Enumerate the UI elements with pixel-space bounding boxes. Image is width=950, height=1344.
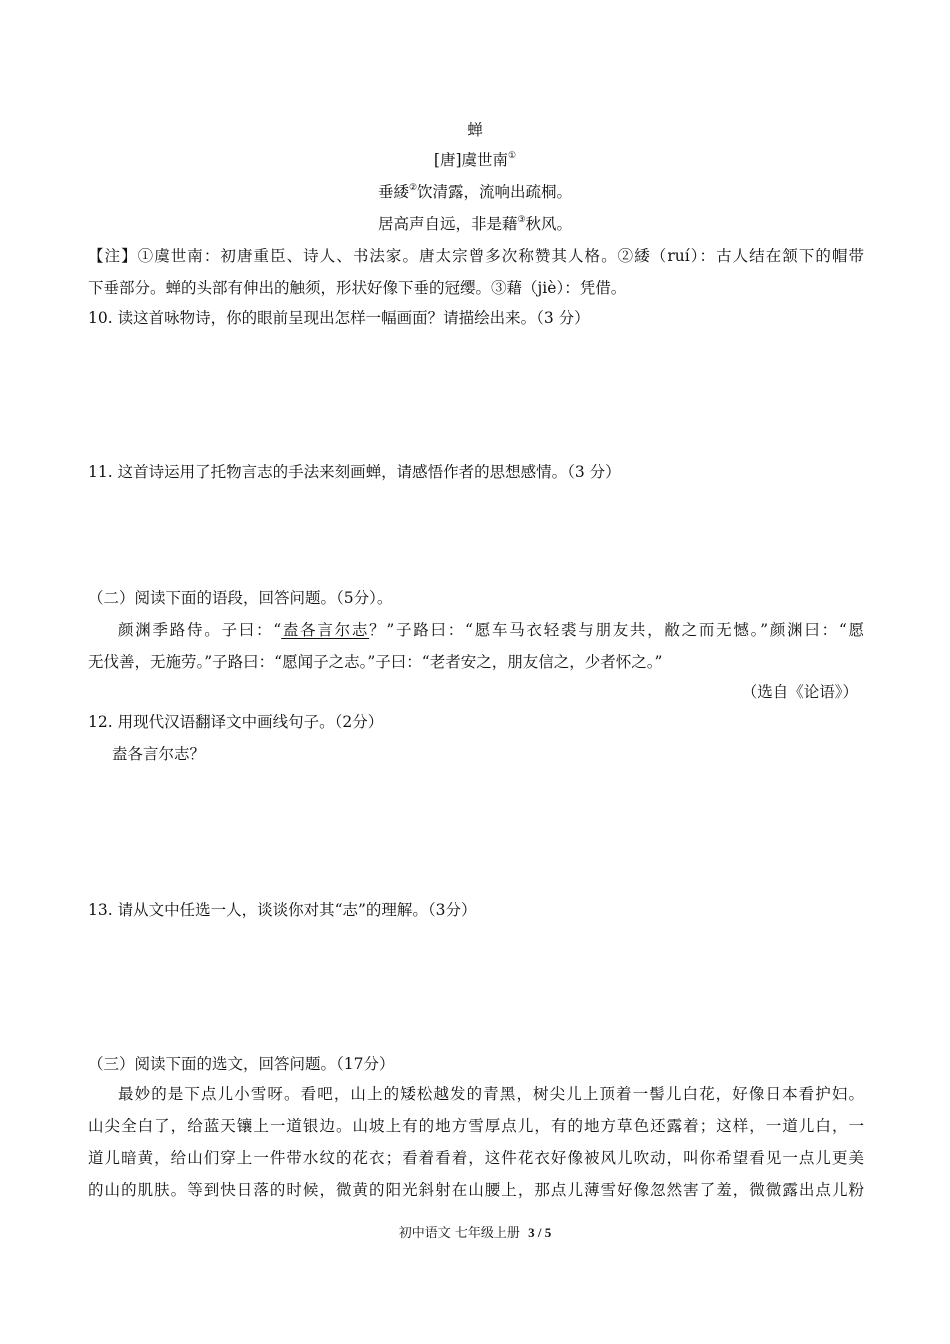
section-2-paragraph-line-1	[118, 620, 864, 640]
poem-line-1	[0, 182, 950, 202]
question-11: 11. 这首诗运用了托物言志的手法来刻画蝉，请感悟作者的思想感情。（3 分）	[88, 463, 621, 481]
section-3-line-4: 的山的肌肤。等到快日落的时候，微黄的阳光斜射在山腰上，那点儿薄雪好像忽然害了羞，微微露出点儿粉	[88, 1181, 864, 1199]
poem-author-note: ①	[508, 151, 517, 161]
poem-line-2-b: 秋风。	[525, 215, 573, 233]
section-2-source: （选自《论语》）	[741, 683, 858, 701]
poem-line-2-note: ③	[517, 215, 526, 225]
page-number: 3 / 5	[528, 1225, 552, 1240]
poem-line-1-a: 垂緌	[377, 183, 409, 201]
question-13: 13. 请从文中任选一人，谈谈你对其“志”的理解。（3分）	[88, 901, 477, 919]
question-10: 10. 读这首咏物诗，你的眼前呈现出怎样一幅画面？请描绘出来。（3 分）	[88, 309, 590, 327]
poem-line-2	[0, 214, 950, 234]
page-footer	[0, 1224, 950, 1243]
section-2-text-b: ？”子路曰：“愿车马衣轻裘与朋友共，敝之而无憾。”颜渊曰：“愿	[369, 621, 864, 639]
poem-author	[0, 150, 950, 170]
question-12-sentence: 盍各言尔志？	[112, 745, 206, 763]
poem-title: 蝉	[467, 121, 483, 139]
section-2-text-a: 颜渊季路侍。子曰：“	[118, 621, 282, 639]
poem-line-1-note: ②	[408, 183, 418, 193]
section-2-heading: （二）阅读下面的语段，回答问题。（5分）。	[88, 589, 393, 607]
poem-notes-line-2: 下垂部分。蝉的头部有伸出的触须，形状好像下垂的冠缨。③藉（jiè）：凭借。	[88, 279, 627, 297]
underlined-sentence: 盍各言尔志	[281, 621, 370, 639]
poem-line-1-b: 饮清露，流响出疏桐。	[417, 183, 573, 201]
question-12: 12. 用现代汉语翻译文中画线句子。（2分）	[88, 713, 384, 731]
poem-author-text: [唐]虞世南	[433, 151, 509, 169]
section-3-heading: （三）阅读下面的选文，回答问题。（17分）	[88, 1055, 395, 1073]
poem-notes-line-1: 【注】①虞世南：初唐重臣、诗人、书法家。唐太宗曾多次称赞其人格。②緌（ruí）：古人结在颔下的帽带	[88, 247, 864, 265]
footer-label: 初中语文 七年级上册	[398, 1226, 520, 1241]
section-3-line-1: 最妙的是下点儿小雪呀。看吧，山上的矮松越发的青黑，树尖儿上顶着一髻儿白花，好像日本看护妇。	[118, 1085, 864, 1103]
poem-line-2-a: 居高声自远，非是藉	[377, 215, 518, 233]
section-3-line-3: 道儿暗黄，给山们穿上一件带水纹的花衣；看着看着，这件花衣好像被风儿吹动，叫你希望看见一点儿更美	[88, 1149, 864, 1167]
section-3-line-2: 山尖全白了，给蓝天镶上一道银边。山坡上有的地方雪厚点儿，有的地方草色还露着；这样，一道儿白，一	[88, 1117, 864, 1135]
section-2-paragraph-line-2: 无伐善，无施劳。”子路曰：“愿闻子之志。”子曰：“老者安之，朋友信之，少者怀之。”	[88, 653, 663, 671]
